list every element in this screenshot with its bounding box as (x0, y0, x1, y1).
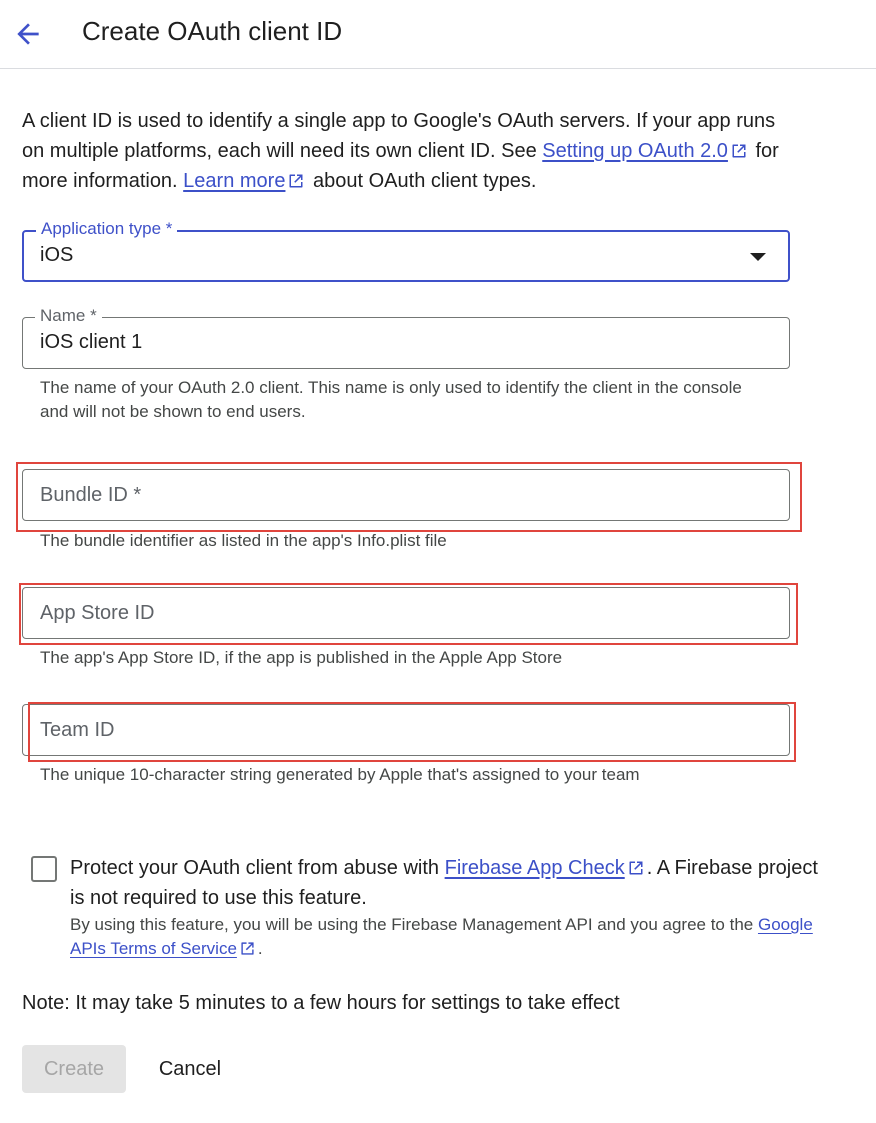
app-check-label: Protect your OAuth client from abuse with Firebase App Check . A Firebase project is not required to use this feature. (70, 857, 818, 909)
name-helper-text: The name of your OAuth 2.0 client. This name is only used to identify the client in the console and will not be shown to end users. (40, 378, 742, 421)
app-store-id-placeholder: App Store ID (40, 602, 155, 624)
team-id-helper-text: The unique 10-character string generated by Apple that's assigned to your team (40, 765, 640, 784)
setup-oauth-link[interactable]: Setting up OAuth 2.0 (542, 140, 728, 162)
firebase-app-check-link[interactable]: Firebase App Check (444, 857, 625, 879)
app-store-id-helper-text: The app's App Store ID, if the app is published in the Apple App Store (40, 648, 563, 667)
app-store-id-highlight (19, 583, 798, 645)
bundle-id-highlight (16, 462, 802, 532)
cancel-button[interactable]: Cancel (140, 1045, 240, 1093)
name-field[interactable] (22, 306, 790, 369)
team-id-placeholder: Team ID (40, 719, 115, 741)
intro-text: A client ID is used to identify a single app to Google's OAuth servers. If your app runs on multiple platforms, each will need its own client ID. See Setting up OAuth 2.0 for more information. Learn more about OAuth client types. (22, 110, 779, 192)
external-link-icon (240, 941, 255, 956)
app-check-subtext: By using this feature, you will be using the Firebase Management API and you agree to the Google APIs Terms of Service . (70, 915, 813, 958)
page-title: Create OAuth client ID (82, 16, 343, 46)
application-type-select[interactable] (22, 219, 790, 282)
external-link-icon (731, 143, 747, 159)
application-type-value: iOS (40, 244, 74, 266)
external-link-icon (288, 173, 304, 189)
create-button[interactable]: Create (22, 1045, 126, 1093)
external-link-icon (628, 860, 644, 876)
dropdown-arrow-icon (750, 253, 766, 261)
page-header (0, 0, 876, 69)
learn-more-link[interactable]: Learn more (183, 170, 286, 192)
arrow-back-icon (12, 18, 44, 50)
back-button[interactable] (12, 18, 44, 50)
app-check-checkbox[interactable] (31, 856, 57, 882)
settings-note: Note: It may take 5 minutes to a few hours for settings to take effect (22, 992, 620, 1014)
name-label: Name * (35, 306, 102, 326)
application-type-label: Application type * (36, 219, 177, 239)
bundle-id-helper-text: The bundle identifier as listed in the app's Info.plist file (40, 531, 447, 550)
google-apis-terms-link[interactable]: Google APIs Terms of Service (70, 915, 813, 958)
name-value: iOS client 1 (40, 331, 143, 353)
bundle-id-placeholder: Bundle ID * (40, 484, 142, 506)
team-id-highlight (28, 702, 796, 762)
